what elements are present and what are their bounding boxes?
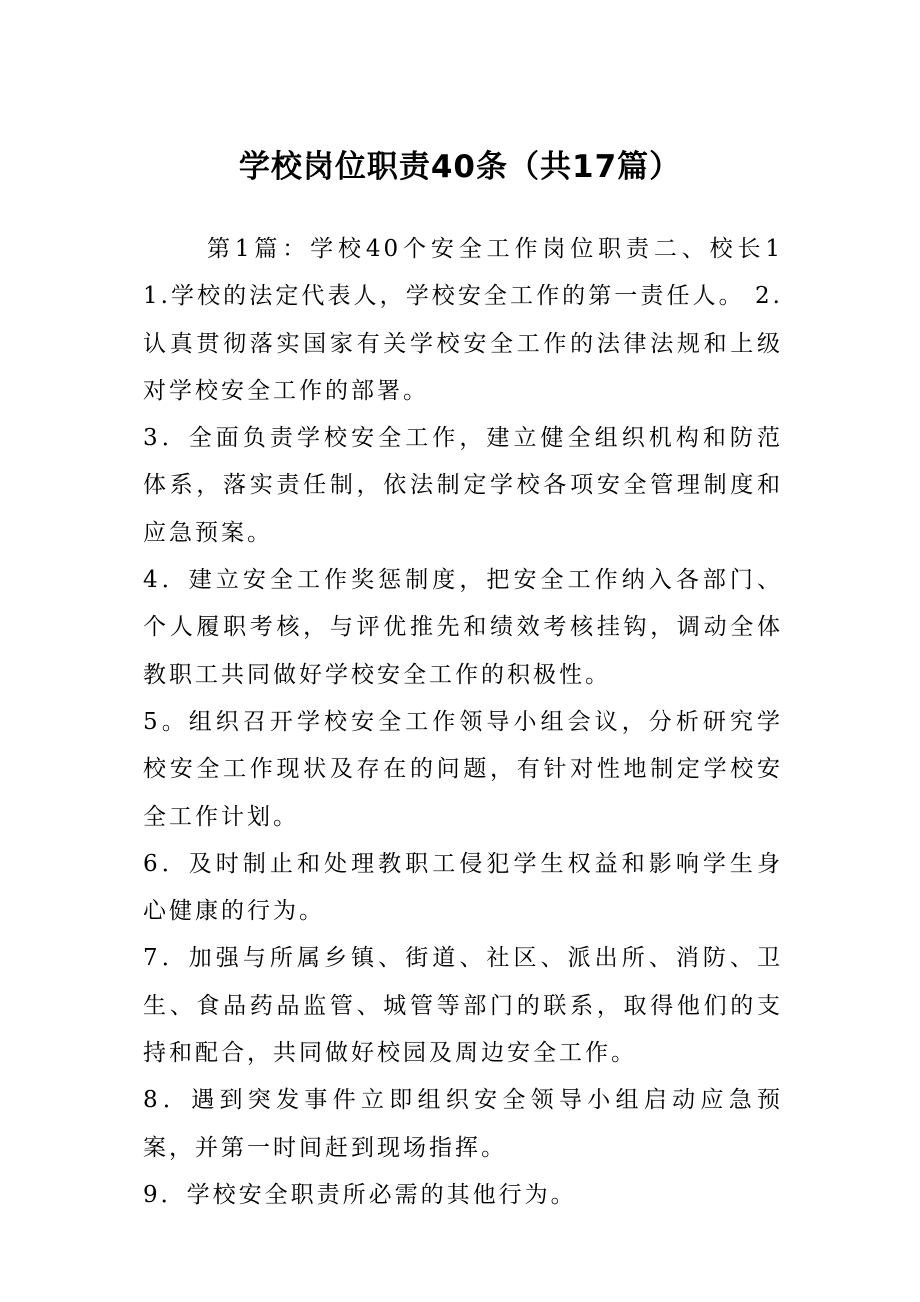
paragraph-4: 5。组织召开学校安全工作领导小组会议，分析研究学校安全工作现状及存在的问题，有针对性地制定学校安全工作计划。 <box>143 708 783 830</box>
paragraph-5: 6．及时制止和处理教职工侵犯学生权益和影响学生身心健康的行为。 <box>143 850 783 925</box>
document-body <box>143 226 783 1219</box>
document-title: 学校岗位职责40条（共17篇） <box>238 149 682 185</box>
paragraph-1: 第1篇：学校40个安全工作岗位职责二、校长1 1.学校的法定代表人，学校安全工作的第一责任人。 2.认真贯彻落实国家有关学校安全工作的法律法规和上级对学校安全工作的部署。 <box>143 236 783 404</box>
paragraph-6: 7．加强与所属乡镇、街道、社区、派出所、消防、卫生、食品药品监管、城管等部门的联系，取得他们的支持和配合，共同做好校园及周边安全工作。 <box>143 945 783 1067</box>
paragraph-3: 4．建立安全工作奖惩制度，把安全工作纳入各部门、个人履职考核，与评优推先和绩效考核挂钩，调动全体教职工共同做好学校安全工作的积极性。 <box>143 567 783 688</box>
paragraph-2: 3．全面负责学校安全工作，建立健全组织机构和防范体系，落实责任制，依法制定学校各项安全管理制度和应急预案。 <box>143 425 783 546</box>
paragraph-8: 9．学校安全职责所必需的其他行为。 <box>143 1181 577 1208</box>
paragraph-7: 8．遇到突发事件立即组织安全领导小组启动应急预案，并第一时间赶到现场指挥。 <box>143 1087 783 1161</box>
